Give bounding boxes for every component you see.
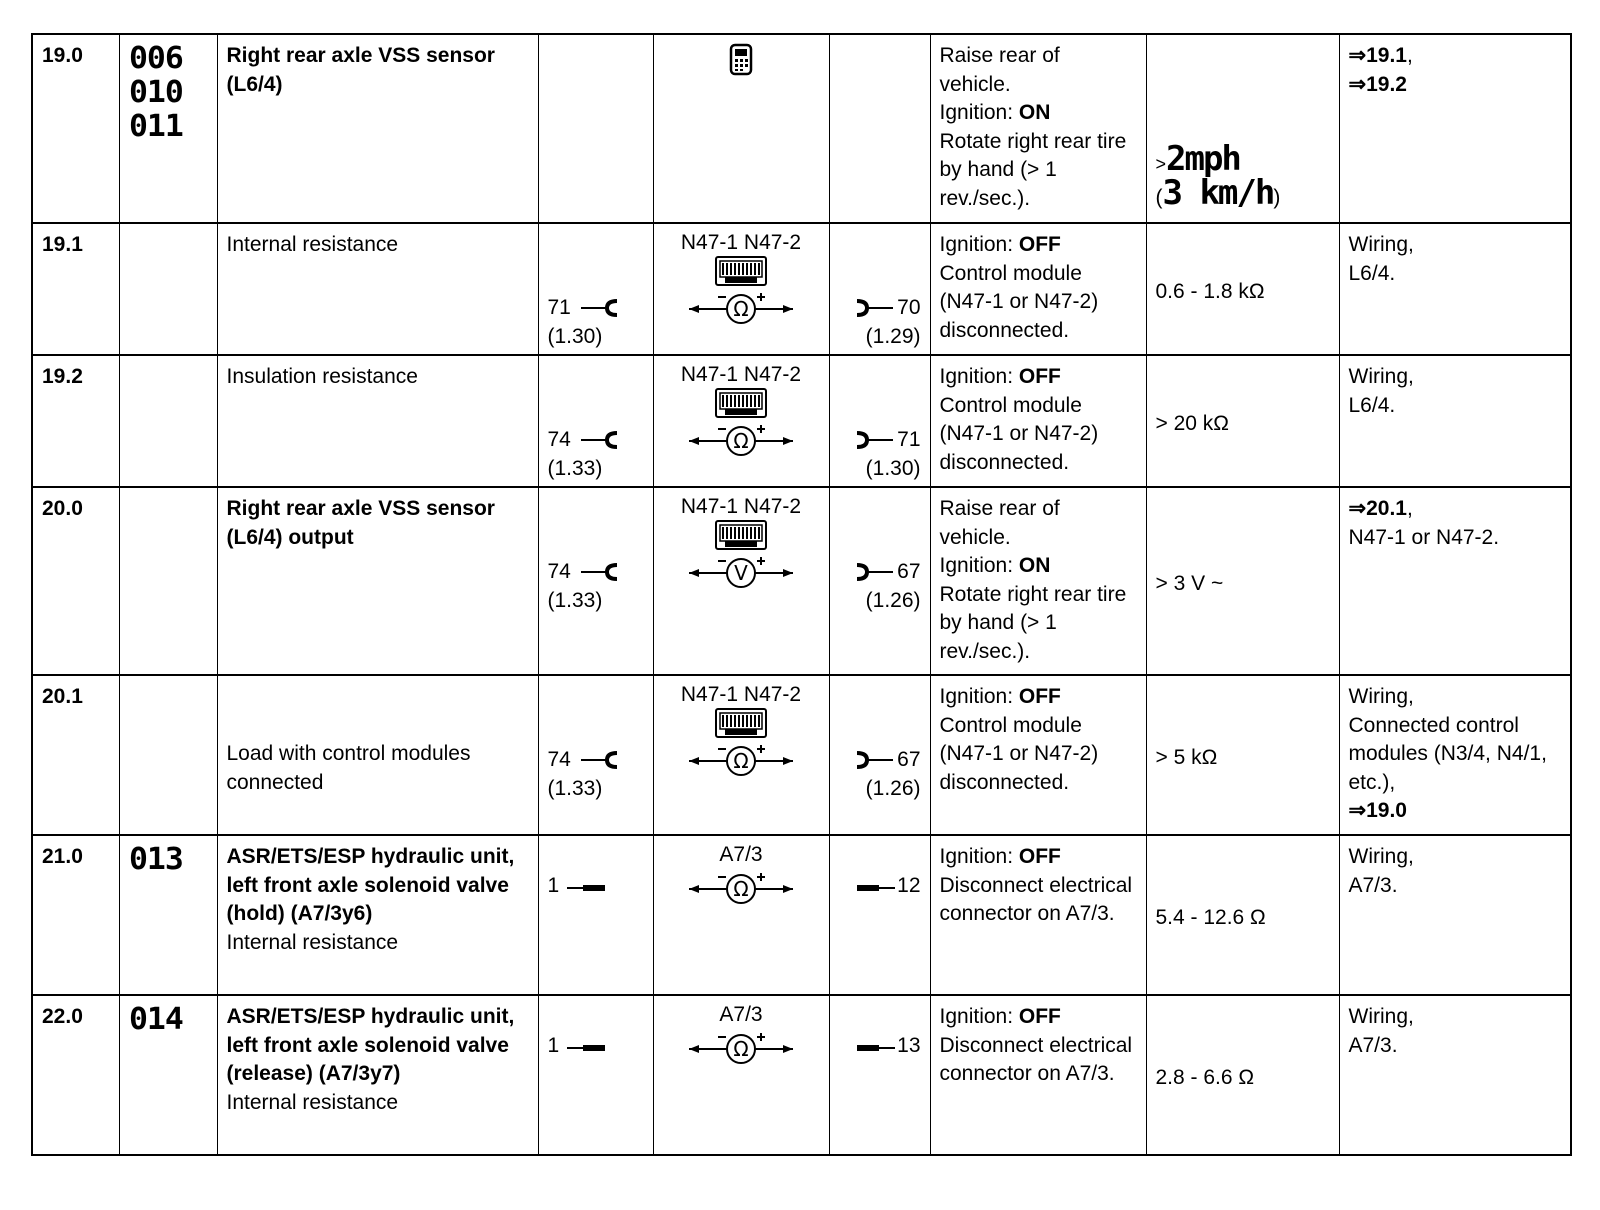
right-pin-group <box>853 1032 920 1061</box>
meter-label: A7/3 <box>719 1003 763 1026</box>
left-pin-ref: (1.33) <box>547 456 603 480</box>
condition-text: Ignition: <box>939 845 1019 868</box>
meter-cell <box>653 995 829 1155</box>
condition-line <box>940 872 1137 929</box>
spec-value: > 5 kΩ <box>1155 746 1218 770</box>
nominal-value <box>1146 223 1339 355</box>
remedy-cell <box>1339 487 1571 675</box>
left-pin-number: 1 <box>547 1034 560 1057</box>
right-test-pin <box>829 355 930 487</box>
step-number: 22.0 <box>32 995 119 1155</box>
table-row <box>32 995 1571 1155</box>
nominal-value <box>1146 34 1339 223</box>
text-run: Wiring, <box>1348 685 1414 708</box>
condition-text: Raise rear of vehicle. <box>939 44 1060 96</box>
condition-line <box>940 363 1137 392</box>
test-description: Load with control modules connected <box>226 742 471 794</box>
remedy-cell <box>1339 835 1571 995</box>
right-pin-ref: (1.30) <box>865 456 921 480</box>
right-test-pin <box>829 34 930 223</box>
speed-spec-alt: (3 km/h) <box>1155 172 1281 213</box>
meter-label: A7/3 <box>719 843 763 866</box>
component-cell <box>217 34 538 223</box>
left-pin-group <box>548 558 621 615</box>
text-run: Wiring, <box>1348 1005 1414 1028</box>
fault-code: 006 <box>128 41 183 76</box>
condition-text: Raise rear of vehicle. <box>939 497 1060 549</box>
right-pin-number: 70 <box>897 296 921 319</box>
meter-cell <box>653 835 829 995</box>
right-pin-group <box>853 426 920 483</box>
table-row <box>32 835 1571 995</box>
left-connector-icon <box>577 562 621 582</box>
text-run: Wiring, <box>1348 845 1414 868</box>
test-conditions <box>930 355 1146 487</box>
condition-line <box>940 495 1137 552</box>
left-pin-group <box>548 1032 610 1061</box>
right-connector-icon <box>853 298 897 318</box>
fault-codes <box>119 223 217 355</box>
left-connector-icon <box>565 1036 609 1056</box>
left-pin-number: 71 <box>547 296 571 319</box>
condition-text: Ignition: <box>939 101 1019 124</box>
module-ohmmeter-icon <box>681 707 801 779</box>
step-number: 19.1 <box>32 223 119 355</box>
remedy-cell <box>1339 223 1571 355</box>
text-run: Wiring, <box>1348 365 1414 388</box>
fault-code: 014 <box>128 1002 183 1037</box>
condition-state: OFF <box>1018 685 1061 708</box>
diagnostic-scanner-icon <box>728 43 754 77</box>
text-run: A7/3. <box>1348 1033 1398 1057</box>
left-pin-group <box>548 426 621 483</box>
fault-codes <box>119 355 217 487</box>
condition-text: Disconnect electrical connector on A7/3. <box>939 1033 1133 1085</box>
left-pin-ref: (1.33) <box>547 588 603 612</box>
left-pin-ref: (1.33) <box>547 776 603 800</box>
condition-line <box>940 392 1137 478</box>
left-test-pin <box>538 223 653 355</box>
right-pin-group <box>853 872 920 901</box>
left-connector-icon <box>577 430 621 450</box>
condition-text: Rotate right rear tire by hand (> 1 rev./sec.). <box>939 129 1127 210</box>
right-test-pin <box>829 487 930 675</box>
right-pin-ref: (1.26) <box>865 588 921 612</box>
right-connector-icon <box>853 562 897 582</box>
condition-text: Control module (N47-1 or N47-2) disconnected. <box>939 261 1099 342</box>
left-pin-ref: (1.30) <box>547 324 603 348</box>
fault-codes <box>119 835 217 995</box>
condition-text: Ignition: <box>939 365 1019 388</box>
svg-text:Ω: Ω <box>733 1037 749 1061</box>
meter-cell <box>653 223 829 355</box>
diagnostic-test-table <box>31 33 1572 1156</box>
right-pin-ref: (1.29) <box>865 324 921 348</box>
speed-mph: 2mph <box>1166 139 1240 179</box>
spec-value: > 3 V ~ <box>1155 572 1224 596</box>
svg-text:Ω: Ω <box>733 877 749 901</box>
step-number: 21.0 <box>32 835 119 995</box>
remedy-cell <box>1339 675 1571 835</box>
text-run: L6/4. <box>1348 261 1396 285</box>
condition-line <box>940 128 1137 214</box>
condition-line <box>940 260 1137 346</box>
remedy-cell <box>1339 34 1571 223</box>
right-pin-group <box>853 746 920 803</box>
left-pin-number: 74 <box>547 560 571 583</box>
condition-state: OFF <box>1018 845 1061 868</box>
module-voltmeter-icon <box>681 519 801 591</box>
test-conditions <box>930 34 1146 223</box>
table-row <box>32 675 1571 835</box>
right-pin-ref: (1.26) <box>865 776 921 800</box>
test-description: Insulation resistance <box>226 365 418 388</box>
svg-text:Ω: Ω <box>733 429 749 453</box>
right-pin-number: 67 <box>897 748 921 771</box>
right-pin-group <box>853 558 920 615</box>
speed-kmh: 3 km/h <box>1162 172 1274 213</box>
right-test-pin <box>829 995 930 1155</box>
ohmmeter-icon <box>681 867 801 907</box>
condition-line <box>940 231 1137 260</box>
component-title: ASR/ETS/ESP hydraulic unit, left front axle solenoid valve (release) (A7/3y7) <box>226 1005 515 1085</box>
test-conditions <box>930 223 1146 355</box>
svg-text:Ω: Ω <box>733 749 749 773</box>
left-connector-icon <box>577 750 621 770</box>
component-title: Right rear axle VSS sensor (L6/4) output <box>226 497 495 549</box>
test-conditions <box>930 675 1146 835</box>
meter-cell <box>653 355 829 487</box>
condition-state: ON <box>1018 554 1051 577</box>
right-connector-icon <box>853 1036 897 1056</box>
right-test-pin <box>829 675 930 835</box>
condition-text: Control module (N47-1 or N47-2) disconnected. <box>939 713 1099 794</box>
fault-codes <box>119 995 217 1155</box>
nominal-value <box>1146 675 1339 835</box>
condition-state: OFF <box>1018 365 1061 388</box>
meter-label: N47-1 N47-2 <box>680 231 802 254</box>
condition-line <box>940 1032 1137 1089</box>
right-pin-group <box>853 294 920 351</box>
condition-text: Disconnect electrical connector on A7/3. <box>939 873 1133 925</box>
text-run: L6/4. <box>1348 393 1396 417</box>
ohmmeter-icon <box>681 1027 801 1067</box>
spec-value: 5.4 - 12.6 Ω <box>1155 906 1266 930</box>
step-number: 20.1 <box>32 675 119 835</box>
left-test-pin <box>538 34 653 223</box>
nominal-value <box>1146 835 1339 995</box>
meter-label: N47-1 N47-2 <box>680 683 802 706</box>
spec-value: 0.6 - 1.8 kΩ <box>1155 280 1265 304</box>
right-connector-icon <box>853 750 897 770</box>
condition-text: Ignition: <box>939 233 1019 256</box>
condition-state: OFF <box>1018 1005 1061 1028</box>
test-description: Internal resistance <box>226 930 399 954</box>
text-run: Wiring, <box>1348 233 1414 256</box>
text-run: N47-1 or N47-2. <box>1348 525 1500 549</box>
condition-text: Ignition: <box>939 554 1019 577</box>
component-title: Right rear axle VSS sensor (L6/4) <box>226 44 495 96</box>
right-connector-icon <box>853 876 897 896</box>
meter-label: N47-1 N47-2 <box>680 363 802 386</box>
fault-code: 010 <box>128 75 183 110</box>
test-conditions <box>930 995 1146 1155</box>
meter-label: N47-1 N47-2 <box>680 495 802 518</box>
condition-text: Ignition: <box>939 1005 1019 1028</box>
module-ohmmeter-icon <box>681 387 801 459</box>
bold-run: ⇒19.0 <box>1348 799 1407 822</box>
left-pin-group <box>548 746 621 803</box>
bold-run: ⇒20.1 <box>1348 497 1407 520</box>
condition-line <box>940 99 1137 128</box>
right-pin-number: 67 <box>897 560 921 583</box>
bold-run: ⇒19.1 <box>1348 44 1407 67</box>
table-row <box>32 223 1571 355</box>
left-pin-group <box>548 872 610 901</box>
condition-text: Ignition: <box>939 685 1019 708</box>
left-test-pin <box>538 835 653 995</box>
left-connector-icon <box>577 298 621 318</box>
right-pin-number: 13 <box>897 1034 921 1057</box>
text-run: , <box>1406 497 1413 520</box>
test-conditions <box>930 487 1146 675</box>
test-description: Internal resistance <box>226 1090 399 1114</box>
svg-text:V: V <box>734 561 748 585</box>
nominal-value <box>1146 355 1339 487</box>
component-title: ASR/ETS/ESP hydraulic unit, left front axle solenoid valve (hold) (A7/3y6) <box>226 845 515 925</box>
fault-codes <box>119 487 217 675</box>
spec-value: 2.8 - 6.6 Ω <box>1155 1066 1255 1090</box>
left-pin-number: 74 <box>547 748 571 771</box>
condition-line <box>940 683 1137 712</box>
condition-line <box>940 712 1137 798</box>
condition-line <box>940 581 1137 667</box>
component-cell <box>217 675 538 835</box>
left-test-pin <box>538 675 653 835</box>
condition-line <box>940 552 1137 581</box>
right-test-pin <box>829 835 930 995</box>
right-pin-number: 71 <box>897 428 921 451</box>
left-test-pin <box>538 487 653 675</box>
fault-code: 011 <box>128 109 183 144</box>
left-pin-number: 1 <box>547 874 560 897</box>
table-row <box>32 487 1571 675</box>
step-number: 20.0 <box>32 487 119 675</box>
meter-cell <box>653 675 829 835</box>
greater-than-sign: > <box>1155 154 1167 174</box>
table-row <box>32 34 1571 223</box>
text-run: Connected control modules (N3/4, N4/1, etc.), <box>1348 713 1547 794</box>
test-description: Internal resistance <box>226 233 399 256</box>
text-run: , <box>1406 44 1413 67</box>
step-number: 19.0 <box>32 34 119 223</box>
remedy-cell <box>1339 995 1571 1155</box>
component-cell <box>217 995 538 1155</box>
condition-text: Control module (N47-1 or N47-2) disconnected. <box>939 393 1099 474</box>
svg-text:Ω: Ω <box>733 297 749 321</box>
test-conditions <box>930 835 1146 995</box>
condition-state: OFF <box>1018 233 1061 256</box>
right-test-pin <box>829 223 930 355</box>
condition-line <box>940 843 1137 872</box>
text-run: A7/3. <box>1348 873 1398 897</box>
fault-code: 013 <box>128 842 183 877</box>
condition-line <box>940 42 1137 99</box>
condition-state: ON <box>1018 101 1051 124</box>
remedy-cell <box>1339 355 1571 487</box>
left-pin-number: 74 <box>547 428 571 451</box>
component-cell <box>217 355 538 487</box>
right-pin-number: 12 <box>897 874 921 897</box>
bold-run: ⇒19.2 <box>1348 72 1407 96</box>
nominal-value <box>1146 487 1339 675</box>
right-connector-icon <box>853 430 897 450</box>
component-cell <box>217 223 538 355</box>
component-cell <box>217 835 538 995</box>
meter-cell <box>653 487 829 675</box>
condition-line <box>940 1003 1137 1032</box>
table-row <box>32 355 1571 487</box>
step-number: 19.2 <box>32 355 119 487</box>
module-ohmmeter-icon <box>681 255 801 327</box>
left-connector-icon <box>565 876 609 896</box>
condition-text: Rotate right rear tire by hand (> 1 rev./sec.). <box>939 582 1127 663</box>
fault-codes <box>119 34 217 223</box>
fault-codes <box>119 675 217 835</box>
left-pin-group <box>548 294 621 351</box>
nominal-value <box>1146 995 1339 1155</box>
left-test-pin <box>538 355 653 487</box>
component-cell <box>217 487 538 675</box>
spec-value: > 20 kΩ <box>1155 412 1229 436</box>
left-test-pin <box>538 995 653 1155</box>
meter-cell <box>653 34 829 223</box>
